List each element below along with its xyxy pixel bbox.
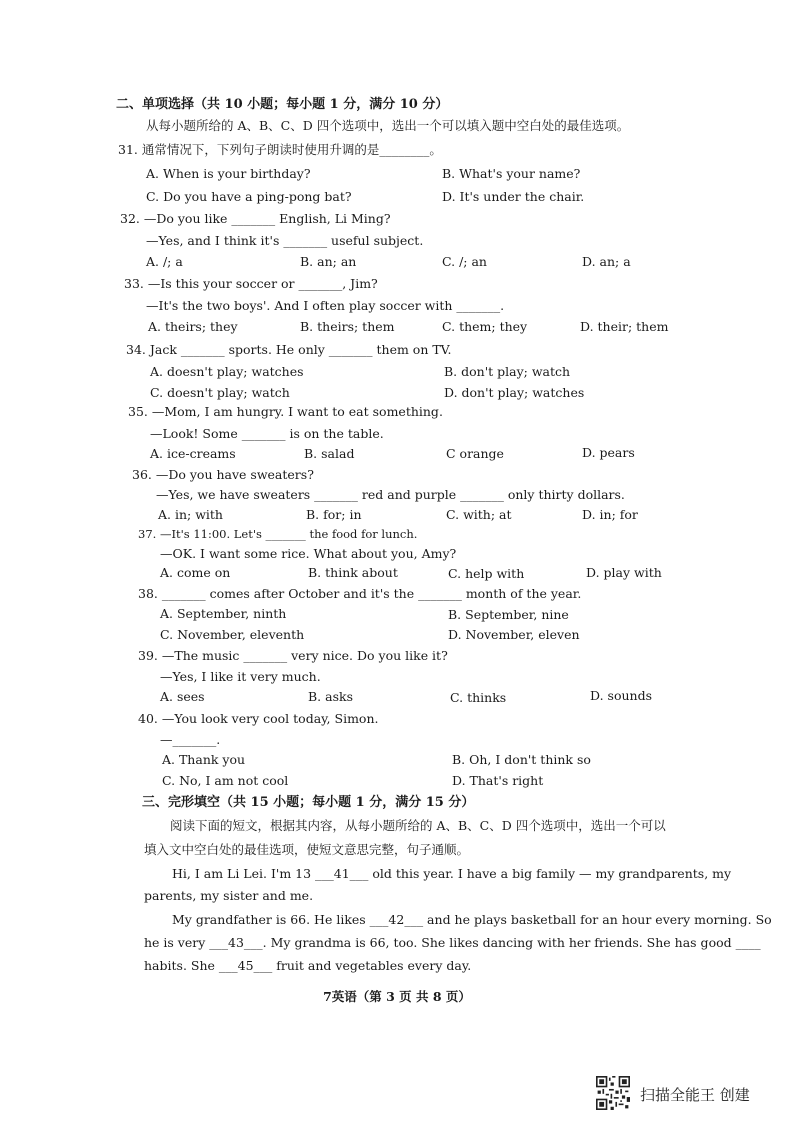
page-footer: 7英语（第 3 页 共 8 页） — [323, 989, 471, 1004]
option: C. them; they — [442, 319, 528, 334]
option: C orange — [446, 446, 504, 461]
option: C. Do you have a ping-pong bat? — [146, 189, 352, 204]
question-stem: 35. —Mom, I am hungry. I want to eat something. — [128, 404, 443, 419]
section-2-instruction: 从每小题所给的 A、B、C、D 四个选项中，选出一个可以填入题中空白处的最佳选项。 — [146, 118, 630, 133]
option: A. doesn't play; watches — [150, 364, 304, 379]
option: D. pears — [582, 445, 635, 460]
option: A. September, ninth — [160, 606, 287, 621]
question-stem: 38. _______ comes after October and it's the _______ month of the year. — [138, 586, 582, 601]
option: A. Thank you — [162, 752, 246, 767]
question-stem: 32. —Do you like _______ English, Li Ming? — [120, 211, 391, 226]
watermark-brand: 扫描全能王 创建 — [640, 1086, 750, 1104]
option: A. When is your birthday? — [146, 166, 311, 181]
option: D. That's right — [452, 773, 544, 788]
section-2-heading: 二、单项选择（共 10 小题；每小题 1 分，满分 10 分） — [116, 97, 449, 112]
option: A. sees — [160, 689, 205, 704]
question-stem: —_______. — [160, 732, 221, 747]
option: D. in; for — [582, 507, 638, 522]
option: B. don't play; watch — [444, 364, 571, 379]
option: B. Oh, I don't think so — [452, 752, 591, 767]
passage-line: My grandfather is 66. He likes ___42___ and he plays basketball for an hour every morning. So — [172, 912, 772, 927]
question-stem: —It's the two boys'. And I often play soccer with _______. — [146, 298, 505, 313]
qr-code-icon — [596, 1076, 630, 1110]
question-stem: 36. —Do you have sweaters? — [132, 467, 314, 482]
option: C. doesn't play; watch — [150, 385, 290, 400]
passage-line: he is very ___43___. My grandma is 66, too. She likes dancing with her friends. She has good ____ — [144, 935, 761, 950]
option: A. in; with — [158, 507, 223, 522]
question-stem: 34. Jack _______ sports. He only _______ them on TV. — [126, 342, 452, 357]
option: C. help with — [448, 566, 525, 581]
option: D. don't play; watches — [444, 385, 585, 400]
passage-line: parents, my sister and me. — [144, 888, 314, 903]
question-stem: 31. 通常情况下，下列句子朗读时使用升调的是________。 — [118, 142, 442, 157]
question-stem: —Look! Some _______ is on the table. — [150, 426, 384, 441]
option: C. November, eleventh — [160, 627, 305, 642]
option: A. /; a — [146, 254, 183, 269]
option: B. What's your name? — [442, 166, 581, 181]
option: D. It's under the chair. — [442, 189, 585, 204]
option: A. come on — [160, 565, 231, 580]
option: A. theirs; they — [148, 319, 238, 334]
section-3-heading: 三、完形填空（共 15 小题；每小题 1 分，满分 15 分） — [142, 795, 475, 810]
passage-line: habits. She ___45___ fruit and vegetables every day. — [144, 958, 472, 973]
option: D. their; them — [580, 319, 669, 334]
option: C. /; an — [442, 254, 487, 269]
option: D. sounds — [590, 688, 652, 703]
option: B. think about — [308, 565, 398, 580]
question-stem: 37. —It's 11:00. Let's _______ the food for lunch. — [138, 527, 418, 541]
question-stem: 39. —The music _______ very nice. Do you like it? — [138, 648, 448, 663]
passage-line: Hi, I am Li Lei. I'm 13 ___41___ old this year. I have a big family — my grandparents, my — [172, 866, 732, 881]
question-stem: —Yes, I like it very much. — [160, 669, 321, 684]
option: D. November, eleven — [448, 627, 580, 642]
option: A. ice-creams — [150, 446, 236, 461]
question-stem: 33. —Is this your soccer or _______, Jim? — [124, 276, 378, 291]
option: B. salad — [304, 446, 355, 461]
option: B. September, nine — [448, 607, 569, 622]
question-stem: —Yes, and I think it's _______ useful subject. — [146, 233, 424, 248]
option: D. an; a — [582, 254, 631, 269]
question-stem: —Yes, we have sweaters _______ red and purple _______ only thirty dollars. — [156, 487, 625, 502]
option: C. No, I am not cool — [162, 773, 289, 788]
option: B. an; an — [300, 254, 357, 269]
option: D. play with — [586, 565, 662, 580]
question-stem: —OK. I want some rice. What about you, Amy? — [160, 546, 457, 561]
option: C. thinks — [450, 690, 507, 705]
section-3-instruction: 填入文中空白处的最佳选项，使短文意思完整，句子通顺。 — [144, 842, 470, 857]
option: B. for; in — [306, 507, 362, 522]
section-3-instruction: 阅读下面的短文，根据其内容，从每小题所给的 A、B、C、D 四个选项中，选出一个可以 — [170, 818, 666, 833]
question-stem: 40. —You look very cool today, Simon. — [138, 711, 379, 726]
option: B. theirs; them — [300, 319, 395, 334]
option: C. with; at — [446, 507, 512, 522]
option: B. asks — [308, 689, 353, 704]
